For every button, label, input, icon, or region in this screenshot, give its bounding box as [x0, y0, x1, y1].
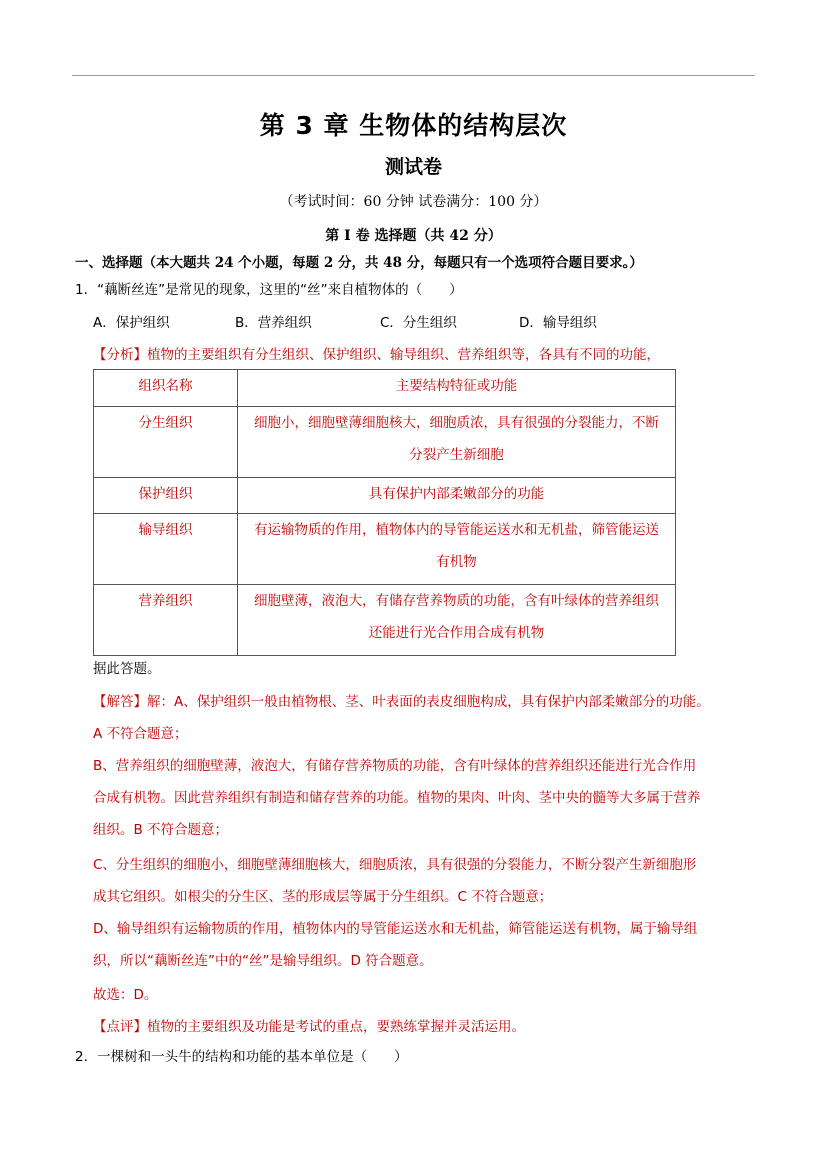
section-heading: 一、选择题（本大题共 24 个小题，每题 2 分，共 48 分，每题只有一个选项符合题目要求。） [75, 255, 643, 271]
answer-line-d1: D、输导组织有运输物质的作用，植物体内的导管能运送水和无机盐，筛管能运送有机物，属于输导组 [93, 921, 698, 937]
table-cell-line: 分裂产生新细胞 [409, 447, 504, 463]
answer-line-b1: B、营养组织的细胞壁薄，液泡大，有储存营养物质的功能，含有叶绿体的营养组织还能进行光合作用 [93, 758, 697, 774]
table-header-name: 组织名称 [94, 370, 238, 407]
answer-line-b3: 组织。B 不符合题意； [93, 822, 229, 838]
table-header-function: 主要结构特征或功能 [238, 370, 676, 407]
after-table-text: 据此答题。 [93, 661, 161, 677]
exam-info: （考试时间：60 分钟 试卷满分：100 分） [279, 194, 548, 210]
comment-tag: 【点评】 [93, 1019, 147, 1035]
table-row [94, 478, 676, 514]
header-rule [72, 75, 755, 76]
answer-choice: 故选：D。 [93, 987, 158, 1003]
table-row [94, 514, 676, 585]
table-cell-function: 具有保护内部柔嫩部分的功能 [238, 478, 676, 514]
answer-line-c2: 成其它组织。如根尖的分生区、茎的形成层等属于分生组织。C 不符合题意； [93, 889, 553, 905]
table-header-row [94, 370, 676, 407]
answer-line-a1 [93, 690, 710, 710]
option-d: D．输导组织 [519, 315, 597, 331]
table-cell-function [238, 514, 676, 585]
option-b: B．营养组织 [235, 315, 312, 331]
answer-text: 解：A、保护组织一般由植物根、茎、叶表面的表皮细胞构成，具有保护内部柔嫩部分的功能。 [147, 694, 710, 710]
page-subtitle: 测试卷 [384, 156, 442, 178]
table-cell-line: 有机物 [436, 554, 477, 570]
answer-line-c1: C、分生组织的细胞小，细胞壁薄细胞核大，细胞质浓，具有很强的分裂能力，不断分裂产生新细胞形 [93, 857, 697, 873]
question-2-stem: 2．一棵树和一头牛的结构和功能的基本单位是（ ） [75, 1049, 408, 1065]
analysis-line [93, 343, 660, 363]
table-cell-line: 细胞小，细胞壁薄细胞核大，细胞质浓，具有很强的分裂能力，不断 [254, 415, 659, 431]
comment-line [93, 1015, 525, 1035]
answer-line-d2: 织，所以“藕断丝连”中的“丝”是输导组织。D 符合题意。 [93, 953, 433, 969]
page-title: 第 3 章 生物体的结构层次 [259, 111, 568, 140]
analysis-tag: 【分析】 [93, 347, 147, 363]
table-cell-name: 分生组织 [94, 407, 238, 478]
answer-line-b2: 合成有机物。因此营养组织有制造和储存营养的功能。植物的果肉、叶肉、茎中央的髓等大多属于营养 [93, 790, 701, 806]
answer-line-a2: A 不符合题意； [93, 726, 188, 742]
option-a: A．保护组织 [93, 315, 170, 331]
table-cell-function [238, 407, 676, 478]
question-1-stem: 1．“藕断丝连”是常见的现象，这里的“丝”来自植物体的（ ） [75, 282, 463, 298]
comment-text: 植物的主要组织及功能是考试的重点，要熟练掌握并灵活运用。 [147, 1019, 525, 1035]
part-title: 第 I 卷 选择题（共 42 分） [325, 228, 502, 244]
table-row [94, 407, 676, 478]
table-cell-name: 输导组织 [94, 514, 238, 585]
table-cell-line: 还能进行光合作用合成有机物 [368, 625, 545, 641]
tissue-table [93, 369, 676, 656]
option-c: C．分生组织 [380, 315, 457, 331]
table-row [94, 585, 676, 656]
table-cell-line: 细胞壁薄，液泡大，有储存营养物质的功能，含有叶绿体的营养组织 [254, 593, 659, 609]
table-cell-name: 保护组织 [94, 478, 238, 514]
table-cell-line: 有运输物质的作用，植物体内的导管能运送水和无机盐，筛管能运送 [254, 522, 659, 538]
answer-tag: 【解答】 [93, 694, 147, 710]
table-cell-function [238, 585, 676, 656]
table-cell-name: 营养组织 [94, 585, 238, 656]
analysis-text: 植物的主要组织有分生组织、保护组织、输导组织、营养组织等，各具有不同的功能， [147, 347, 660, 363]
